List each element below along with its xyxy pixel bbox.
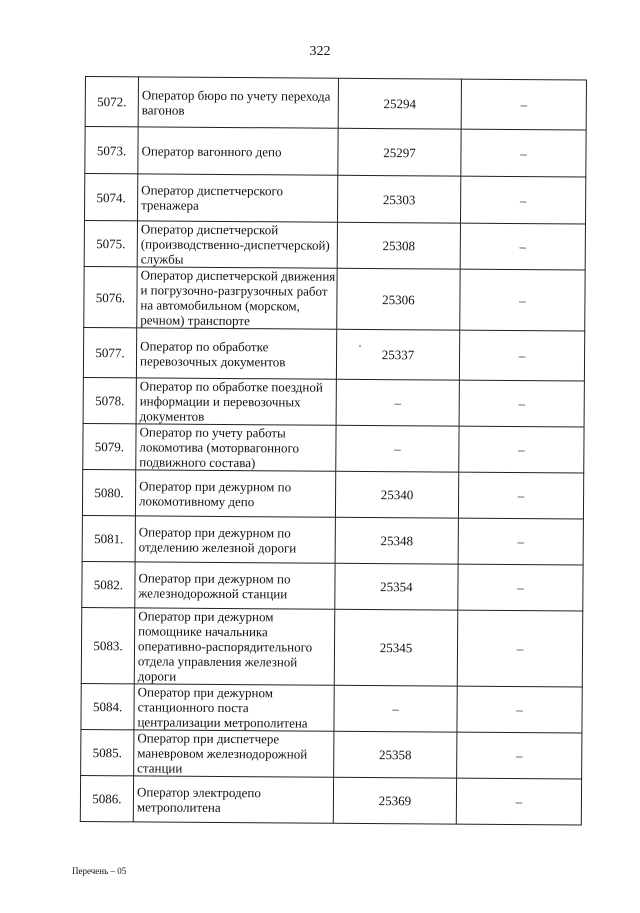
table-row	[82, 561, 583, 610]
row-number: 5084.	[81, 683, 134, 729]
table-body	[80, 77, 586, 825]
table-row	[83, 423, 584, 472]
extra-code: –	[461, 79, 586, 130]
occupation-name: Оператор по учету работы локомотива (моторвагонного подвижного состава)	[136, 424, 336, 471]
extra-code: –	[461, 129, 586, 177]
occupation-name: Оператор по обработке перевозочных документов	[136, 328, 336, 379]
extra-code: –	[457, 610, 583, 687]
row-number: 5086.	[80, 775, 133, 821]
occupation-name: Оператор по обработке поездной информации и перевозочных документов	[136, 378, 336, 425]
extra-code: –	[458, 518, 583, 565]
row-number: 5077.	[83, 327, 136, 377]
occupation-name: Оператор при дежурном станционного поста централизации метрополитена	[134, 684, 334, 731]
table-row	[82, 469, 583, 518]
page-number: 322	[309, 44, 331, 59]
occupation-code: 25306	[337, 268, 460, 330]
occupation-code: 25354	[335, 563, 458, 610]
row-number: 5082.	[82, 561, 135, 607]
extra-code: –	[459, 330, 584, 381]
extra-code: –	[456, 778, 581, 825]
table-row	[82, 515, 583, 564]
occupation-code: 25369	[333, 777, 456, 824]
row-number: 5076.	[84, 266, 137, 327]
row-number: 5073.	[85, 127, 138, 174]
occupation-name: Оператор при дежурном по локомотивному депо	[135, 470, 335, 517]
table-row	[81, 683, 582, 732]
extra-code: –	[459, 380, 584, 427]
occupation-name: Оператор при дежурном по железнодорожной станции	[135, 562, 335, 609]
occupation-name: Оператор бюро по учету перехода вагонов	[138, 77, 338, 128]
occupation-name: Оператор при диспетчере маневровом железнодорожной станции	[134, 730, 334, 777]
table-row	[81, 607, 583, 686]
table-row	[84, 220, 585, 269]
table-row	[85, 77, 586, 130]
row-number: 5081.	[82, 515, 135, 561]
extra-code: –	[460, 223, 585, 270]
row-number: 5085.	[81, 729, 134, 775]
occupation-code: 25303	[337, 175, 460, 223]
occupation-name: Оператор диспетчерской (производственно-диспетчерской) службы	[137, 221, 337, 268]
occupation-code: –	[336, 379, 459, 426]
scan-speck	[359, 345, 361, 347]
extra-code: –	[459, 426, 584, 473]
table-row	[85, 127, 586, 177]
extra-code: –	[458, 564, 583, 611]
table-row	[84, 174, 585, 224]
footer-note: Перечень – 05	[72, 866, 127, 876]
occupation-name: Оператор диспетчерской движения и погрузочно-разгрузочных работ на автомобильном (морском, речном) транспорте	[137, 267, 337, 329]
occupations-table	[80, 76, 587, 825]
occupation-name: Оператор при дежурном помощнике начальника оперативно-распорядительного отдела управления железной дороги	[134, 608, 335, 685]
row-number: 5074.	[84, 174, 137, 221]
row-number: 5072.	[85, 77, 138, 127]
row-number: 5079.	[83, 423, 136, 469]
occupation-code: 25308	[337, 222, 460, 269]
occupation-code: 25337	[336, 329, 459, 380]
occupation-name: Оператор вагонного депо	[138, 127, 338, 175]
occupation-code: 25345	[334, 609, 458, 686]
occupation-code: –	[334, 685, 457, 732]
row-number: 5080.	[82, 469, 135, 515]
occupation-code: 25340	[335, 471, 458, 518]
occupations-table-wrap	[80, 76, 587, 825]
occupation-code: 25358	[334, 731, 457, 778]
occupation-code: 25297	[338, 128, 461, 176]
row-number: 5075.	[84, 220, 137, 266]
occupation-code: 25294	[338, 78, 461, 129]
table-row	[81, 729, 582, 778]
occupation-name: Оператор электродепо метрополитена	[133, 776, 333, 823]
table-row	[80, 775, 581, 824]
occupation-code: 25348	[335, 517, 458, 564]
occupation-code: –	[336, 425, 459, 472]
occupation-name: Оператор при дежурном по отделению железной дороги	[135, 516, 335, 563]
extra-code: –	[457, 686, 582, 733]
extra-code: –	[457, 732, 582, 779]
extra-code: –	[458, 472, 583, 519]
extra-code: –	[460, 269, 585, 331]
row-number: 5083.	[81, 607, 135, 683]
row-number: 5078.	[83, 377, 136, 423]
occupation-name: Оператор диспетчерского тренажера	[137, 174, 337, 222]
extra-code: –	[460, 176, 585, 224]
table-row	[84, 266, 585, 330]
table-row	[83, 377, 584, 426]
table-row	[83, 327, 584, 380]
